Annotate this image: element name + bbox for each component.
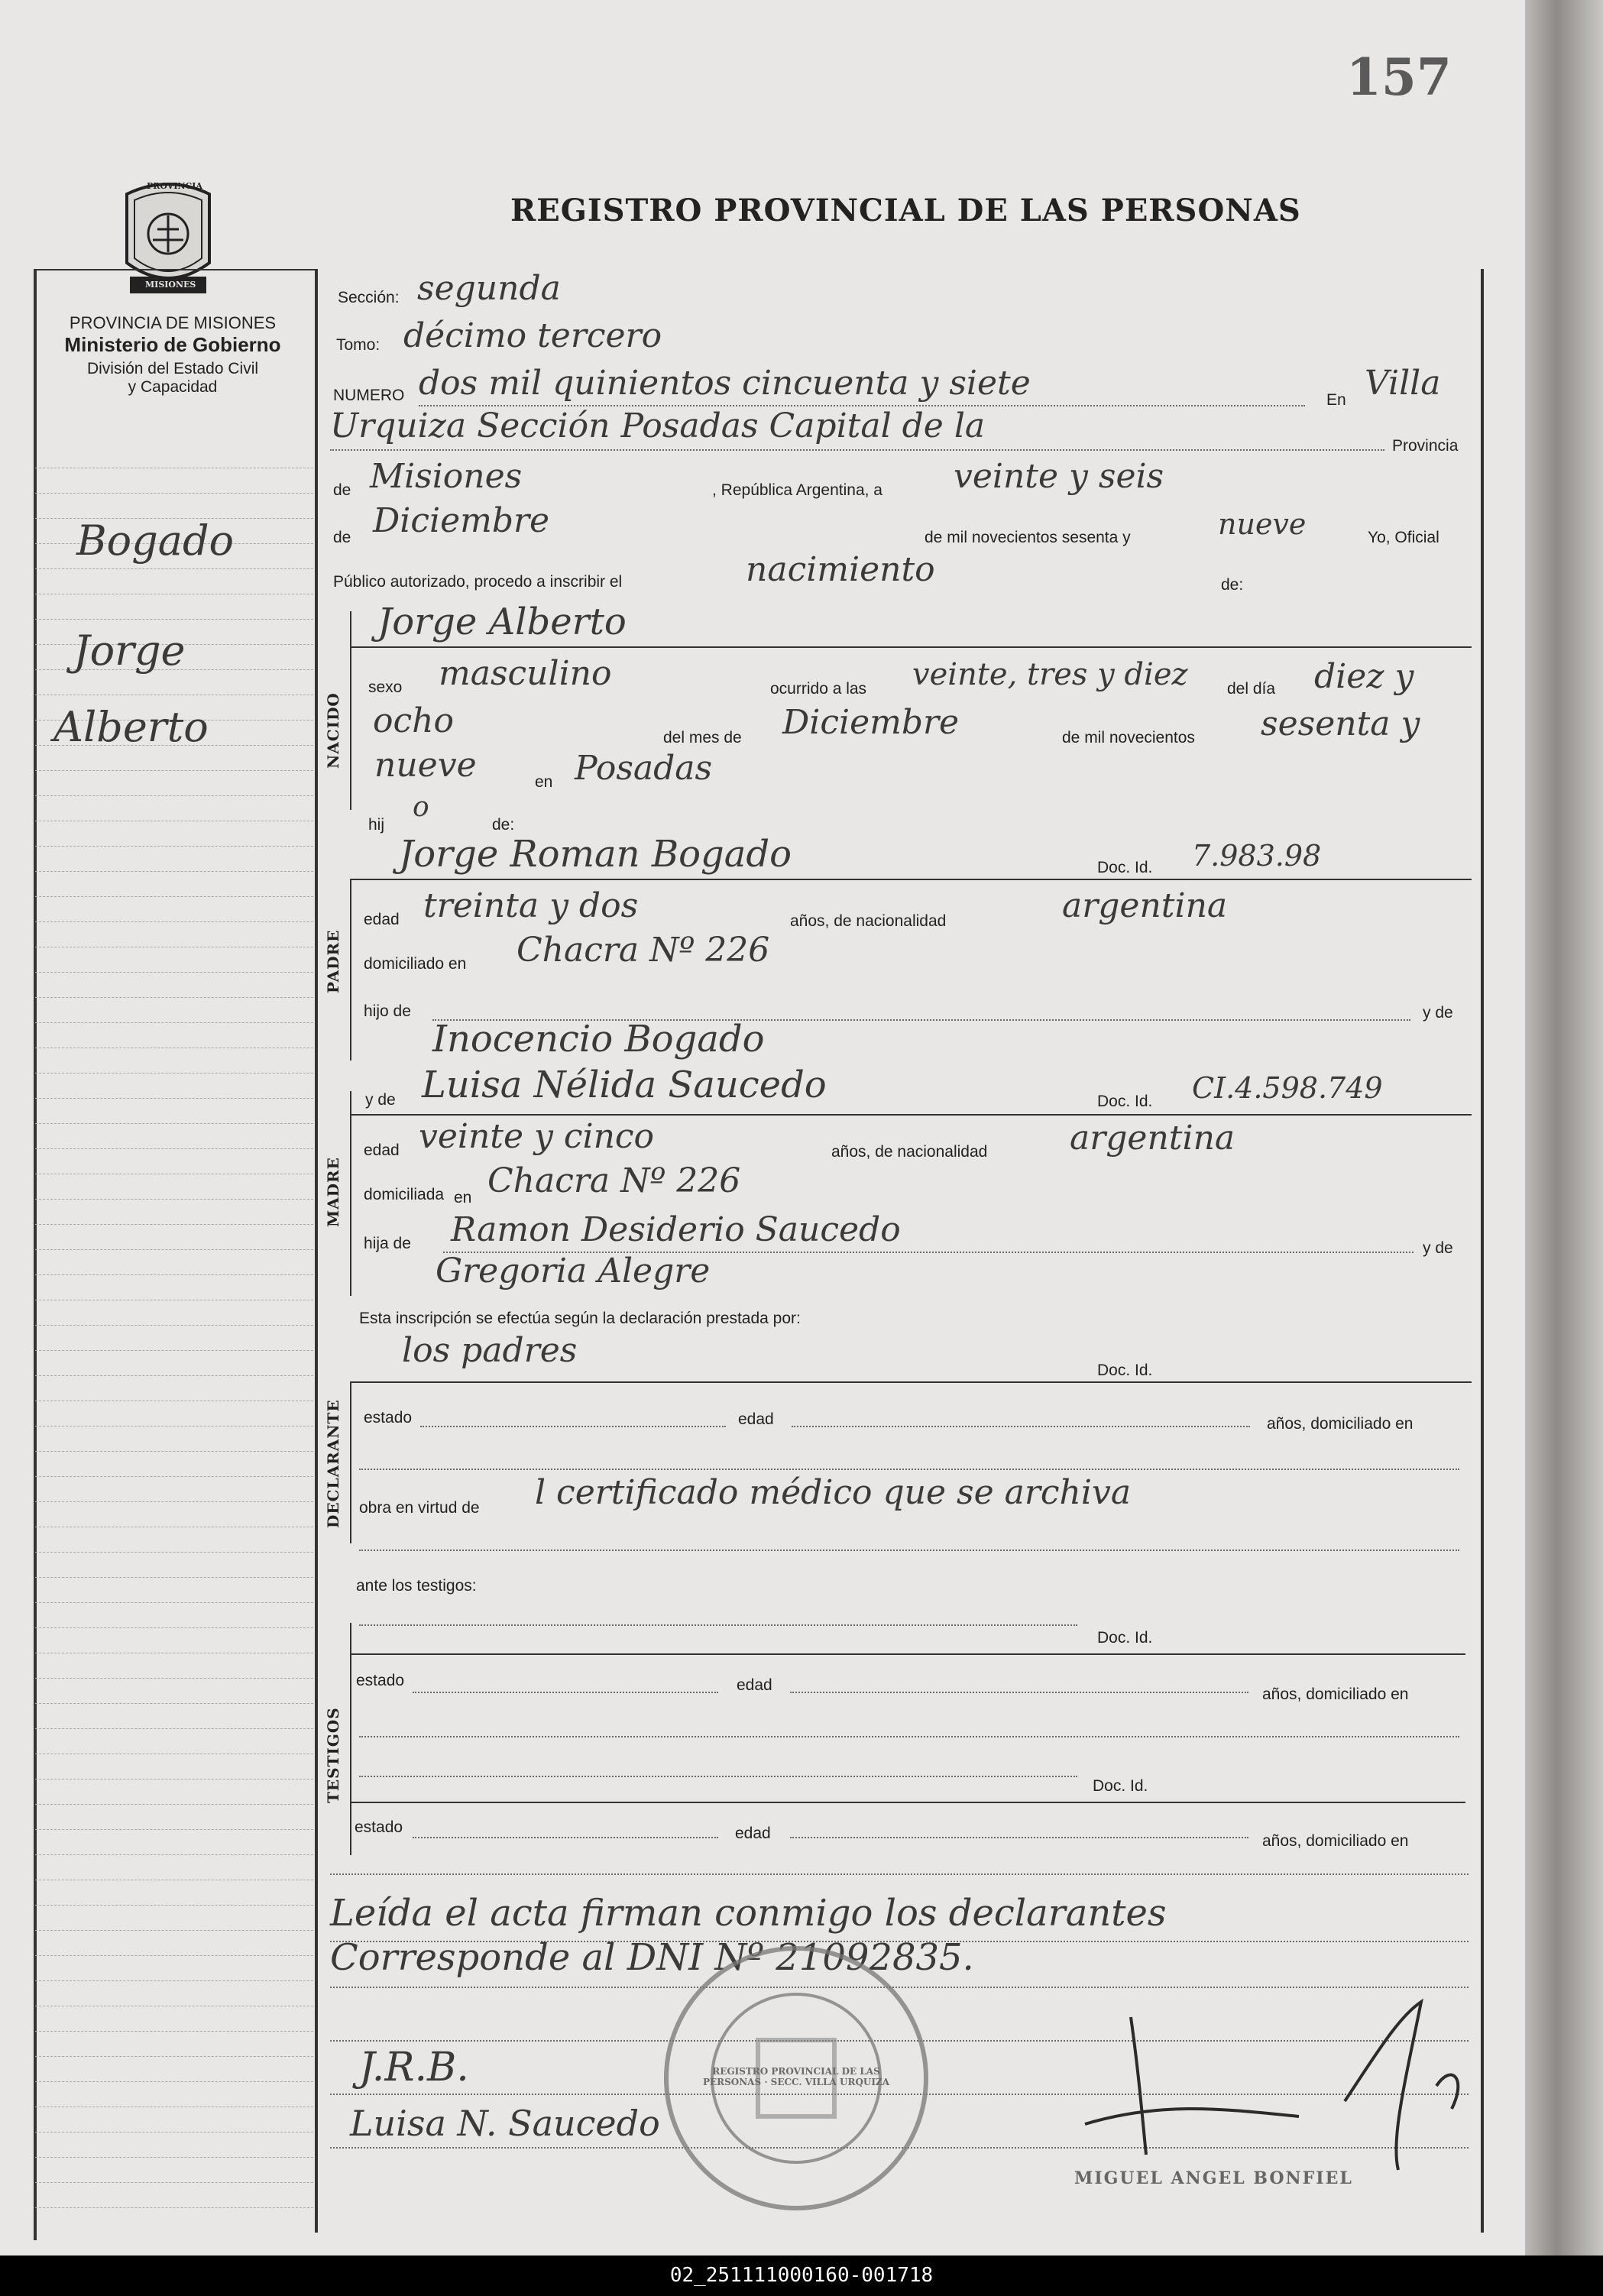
value-provincia: Misiones — [370, 457, 523, 496]
margin-rule-line — [35, 1350, 313, 1351]
value-dia-nac: diez y — [1314, 657, 1414, 696]
value-anio-nac: sesenta y — [1261, 704, 1420, 743]
org-line2: Ministerio de Gobierno — [64, 333, 281, 356]
margin-rule-line — [35, 871, 313, 872]
rule-padre — [350, 879, 1472, 880]
label-del-mes: del mes de — [663, 729, 742, 746]
label-anos-nac-padre: años, de nacionalidad — [790, 912, 947, 930]
dotline-edad-decl — [792, 1426, 1250, 1427]
dotline-testigo2 — [359, 1776, 1077, 1777]
value-tomo: décimo tercero — [403, 316, 662, 355]
label-estado-decl: estado — [364, 1409, 413, 1426]
official-seal — [659, 1941, 934, 2216]
rule-madre — [350, 1114, 1472, 1116]
value-padre-dom: Chacra Nº 226 — [517, 931, 770, 970]
label-domiciliada: domiciliada — [364, 1186, 445, 1203]
value-hora: veinte, tres y diez — [912, 657, 1188, 692]
testigos-bar — [350, 1623, 351, 1855]
margin-rule-line — [35, 972, 313, 973]
emblem-bottom-text: MISIONES — [145, 280, 196, 290]
rule-declarante — [350, 1381, 1472, 1383]
value-seccion: segunda — [417, 269, 561, 308]
label-domiciliado-padre: domiciliado en — [364, 955, 467, 973]
value-cierre1: Leída el acta firman conmigo los declarantes — [330, 1892, 1167, 1935]
value-padre-nac: argentina — [1062, 886, 1228, 925]
label-mil-novecientos: de mil novecientos — [1062, 729, 1195, 746]
value-obra: l certificado médico que se archiva — [535, 1473, 1132, 1512]
label-mil-sesenta: de mil novecientos sesenta y — [925, 529, 1131, 546]
margin-rule-line — [35, 1476, 313, 1477]
value-dia-nac2: ocho — [373, 701, 454, 740]
margin-rule-line — [35, 1627, 313, 1628]
margin-rule-line — [35, 795, 313, 796]
value-padre-doc: 7.983.98 — [1192, 839, 1322, 873]
dotline-decl-2 — [359, 1469, 1459, 1470]
margin-rule-line — [35, 1955, 313, 1956]
label-yo-oficial: Yo, Oficial — [1368, 529, 1439, 546]
label-doc-padre: Doc. Id. — [1097, 859, 1153, 876]
label-de-prov: de — [333, 481, 351, 499]
label-de-colon: de: — [1221, 576, 1244, 594]
org-line4: y Capacidad — [128, 378, 218, 396]
dotline-en-2 — [330, 449, 1384, 451]
margin-note-surname: Bogado — [76, 517, 235, 565]
margin-rule-line — [35, 921, 313, 922]
margin-rule-line — [35, 1703, 313, 1704]
value-madre-hija: Ramon Desiderio Saucedo — [451, 1210, 901, 1249]
value-padre-edad: treinta y dos — [423, 886, 639, 925]
margin-rule-line — [35, 997, 313, 998]
value-numero: dos mil quinientos cincuenta y siete — [419, 364, 1031, 403]
value-dia: veinte y seis — [954, 457, 1164, 496]
frame-top — [34, 269, 318, 270]
declarante-bar — [350, 1381, 351, 1543]
margin-rule-line — [35, 2157, 313, 2158]
margin-rule-line — [35, 1552, 313, 1553]
margin-rule-line — [35, 1224, 313, 1225]
value-declarante: los padres — [402, 1331, 578, 1370]
org-line3: División del Estado Civil — [86, 360, 259, 377]
margin-rule-line — [35, 2056, 313, 2057]
margin-rule-line — [35, 1577, 313, 1578]
margin-rule-line — [35, 568, 313, 569]
margin-rule-line — [35, 619, 313, 620]
value-padre-hijo2: Inocencio Bogado — [432, 1018, 765, 1061]
margin-rule-line — [35, 1501, 313, 1502]
value-anio: nueve — [1218, 507, 1307, 541]
value-madre-nac: argentina — [1070, 1119, 1235, 1158]
dotline-estado-t1 — [413, 1692, 718, 1693]
margin-rule-line — [35, 1148, 313, 1149]
label-edad-t2: edad — [735, 1825, 771, 1842]
value-madre-doc: CI.4.598.749 — [1192, 1071, 1383, 1105]
value-madre-dom: Chacra Nº 226 — [487, 1161, 741, 1200]
dotline-testigo1 — [359, 1624, 1077, 1626]
label-tomo: Tomo: — [336, 336, 381, 354]
margin-rule-line — [35, 1728, 313, 1729]
dotline-cierre0 — [330, 1873, 1469, 1875]
label-hija-de: hija de — [364, 1235, 411, 1252]
dotline-decl-3 — [359, 1550, 1459, 1551]
dotline-estado-t2 — [413, 1837, 718, 1838]
section-padre: PADRE — [324, 929, 342, 993]
margin-rule-line — [35, 1375, 313, 1376]
value-madre: Luisa Nélida Saucedo — [422, 1064, 827, 1106]
org-block — [31, 313, 315, 397]
page-number: 157 — [1346, 47, 1452, 107]
label-doc-testigo1: Doc. Id. — [1097, 1629, 1153, 1647]
margin-rule-line — [35, 1804, 313, 1805]
dotline-testigo1b — [359, 1736, 1459, 1737]
value-en-2: Urquiza Sección Posadas Capital de la — [330, 406, 986, 445]
value-mes: Diciembre — [373, 501, 550, 540]
main-frame-right — [1481, 269, 1484, 2233]
label-republica: , República Argentina, a — [712, 481, 882, 499]
section-nacido: NACIDO — [324, 692, 342, 769]
value-mes-nac: Diciembre — [782, 703, 960, 742]
label-en-madre: en — [454, 1189, 472, 1206]
image-id-caption: 02_251111000160-001718 — [0, 2256, 1603, 2296]
value-madre-hija2: Gregoria Alegre — [436, 1252, 711, 1290]
label-anos-dom-t1: años, domiciliado en — [1262, 1686, 1409, 1703]
left-margin-border — [34, 269, 37, 2240]
value-nombre: Jorge Alberto — [377, 601, 627, 643]
margin-rule-line — [35, 1829, 313, 1830]
margin-rule-line — [35, 2182, 313, 2183]
margin-rule-line — [35, 1199, 313, 1200]
label-ocurrido: ocurrido a las — [770, 680, 867, 698]
label-en: En — [1326, 391, 1346, 409]
label-doc-declarante: Doc. Id. — [1097, 1362, 1153, 1379]
label-provincia: Provincia — [1392, 437, 1459, 455]
madre-bar — [350, 1091, 351, 1296]
value-sexo: masculino — [439, 654, 612, 693]
rule-testigo1 — [350, 1653, 1465, 1655]
signature-1: J.R.B. — [359, 2045, 469, 2090]
margin-rule-line — [35, 1022, 313, 1023]
label-anos-nac-madre: años, de nacionalidad — [831, 1143, 988, 1161]
label-y-de-madre2: y de — [1423, 1239, 1453, 1257]
value-padre: Jorge Roman Bogado — [399, 833, 792, 876]
margin-note-name2: Alberto — [53, 703, 209, 751]
margin-rule-line — [35, 1602, 313, 1603]
margin-rule-line — [35, 1325, 313, 1326]
main-frame-left — [315, 269, 318, 2233]
margin-rule-line — [35, 1854, 313, 1855]
binding-edge — [1525, 0, 1603, 2256]
label-anos-dom-t2: años, domiciliado en — [1262, 1832, 1409, 1850]
section-testigos: TESTIGOS — [324, 1707, 342, 1803]
margin-rule-line — [35, 1123, 313, 1124]
label-y-de-padre: y de — [1423, 1004, 1453, 1022]
label-esta-inscripcion: Esta inscripción se efectúa según la declaración prestada por: — [359, 1310, 801, 1327]
section-madre: MADRE — [324, 1157, 342, 1227]
margin-rule-line — [35, 2207, 313, 2208]
margin-note-name1: Jorge — [73, 627, 186, 675]
label-edad-madre: edad — [364, 1142, 400, 1159]
document-title: REGISTRO PROVINCIAL DE LAS PERSONAS — [510, 193, 1301, 228]
rule-testigo2 — [350, 1802, 1465, 1803]
label-anos-dom-decl: años, domiciliado en — [1267, 1415, 1414, 1433]
dotline-estado-decl — [420, 1426, 726, 1427]
label-publico: Público autorizado, procedo a inscribir el — [333, 573, 623, 591]
margin-rule-line — [35, 1098, 313, 1099]
nacido-bar — [350, 611, 351, 810]
margin-rule-line — [35, 493, 313, 494]
margin-rule-line — [35, 1678, 313, 1679]
label-ante: ante los testigos: — [356, 1577, 477, 1595]
label-edad-padre: edad — [364, 911, 400, 928]
margin-rule-line — [35, 2081, 313, 2082]
label-de-mes: de — [333, 529, 351, 546]
label-de-hij: de: — [492, 816, 515, 834]
label-estado-t2: estado — [355, 1818, 403, 1836]
provincial-emblem — [119, 179, 217, 298]
label-doc-madre: Doc. Id. — [1097, 1093, 1153, 1110]
value-acto: nacimiento — [746, 550, 935, 589]
margin-rule-line — [35, 1274, 313, 1275]
label-numero: NUMERO — [333, 387, 405, 404]
margin-rule-line — [35, 896, 313, 897]
value-madre-edad: veinte y cinco — [419, 1117, 655, 1156]
value-en-1: Villa — [1365, 364, 1441, 403]
dotline-edad-t2 — [790, 1837, 1248, 1838]
label-del-dia: del día — [1227, 680, 1276, 698]
margin-rule-line — [35, 1451, 313, 1452]
margin-rule-line — [35, 1073, 313, 1074]
margin-rule-line — [35, 770, 313, 771]
label-en-lugar: en — [535, 773, 553, 791]
label-sexo: sexo — [368, 678, 403, 696]
dotline-edad-t1 — [790, 1692, 1248, 1693]
emblem-top-text: PROVINCIA — [147, 181, 202, 191]
margin-rule-line — [35, 1980, 313, 1981]
margin-rule-line — [35, 1249, 313, 1250]
org-line1: PROVINCIA DE MISIONES — [69, 313, 277, 332]
value-lugar: Posadas — [575, 749, 713, 788]
label-doc-testigo2: Doc. Id. — [1093, 1777, 1148, 1795]
value-hij-o: o — [413, 792, 429, 823]
rule-nombre — [350, 646, 1472, 648]
padre-bar — [350, 879, 351, 1061]
margin-rule-line — [35, 2031, 313, 2032]
seal-text: REGISTRO PROVINCIAL DE LAS PERSONAS · SECC. VILLA URQUIZA — [702, 2066, 890, 2087]
label-obra: obra en virtud de — [359, 1499, 480, 1517]
label-hijo-de: hijo de — [364, 1002, 411, 1020]
margin-rule-line — [35, 1930, 313, 1931]
margin-rule-line — [35, 846, 313, 847]
signature-2: Luisa N. Saucedo — [350, 2103, 660, 2144]
label-edad-decl: edad — [738, 1410, 774, 1428]
label-edad-t1: edad — [737, 1676, 772, 1694]
margin-rule-line — [35, 1905, 313, 1906]
section-declarante: DECLARANTE — [324, 1399, 342, 1528]
label-hij: hij — [368, 816, 385, 834]
value-cierre2: Corresponde al DNI Nº 21092835. — [330, 1936, 974, 1979]
officer-signature-mark — [1070, 1987, 1482, 2178]
officer-name-stamp: MIGUEL ANGEL BONFIEL — [1074, 2168, 1353, 2188]
label-y-de-madre: y de — [365, 1091, 396, 1109]
label-estado-t1: estado — [356, 1672, 405, 1689]
value-anio-nac2: nueve — [374, 746, 477, 785]
label-seccion: Sección: — [338, 289, 400, 306]
